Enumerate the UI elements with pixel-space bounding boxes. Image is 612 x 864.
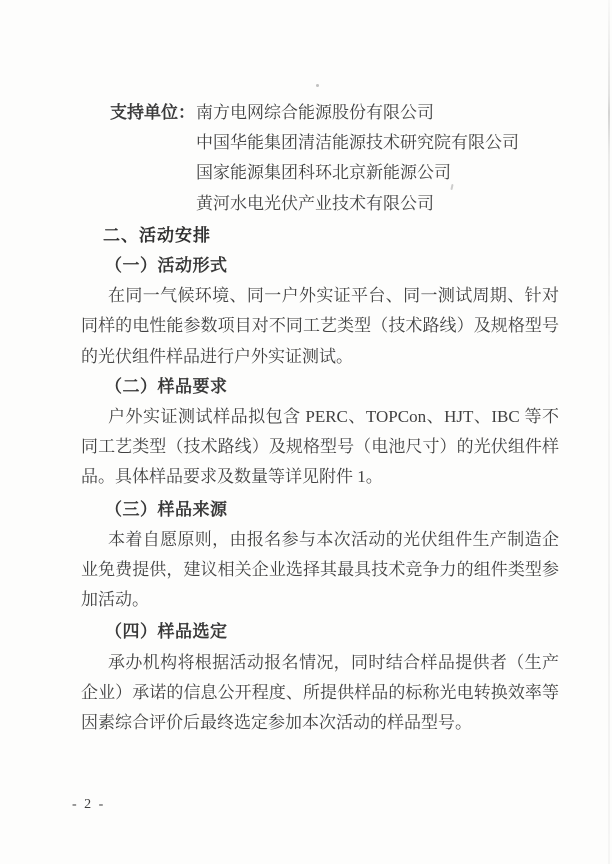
supporter-company: 黄河水电光伏产业技术有限公司 — [196, 193, 434, 213]
supporters-block — [81, 98, 559, 219]
page-number: - 2 - — [72, 797, 106, 812]
scan-edge-shadow — [608, 0, 610, 864]
supporter-company: 国家能源集团科环北京新能源公司 — [196, 163, 451, 183]
document-content — [81, 98, 559, 738]
subsection-heading-sample-selection: （四）样品选定 — [105, 622, 228, 642]
supporters-label: 支持单位： — [110, 103, 195, 122]
subsection-heading-activity-form: （一）活动形式 — [105, 256, 228, 276]
paragraph-sample-requirements: 户外实证测试样品拟包含 PERC、TOPCon、HJT、IBC 等不同工艺类型（技术路线）及规格型号（电池尺寸）的光伏组件样品。具体样品要求及数量等详见附件 1。 — [81, 407, 559, 487]
paragraph-sample-selection: 承办机构将根据活动报名情况，同时结合样品提供者（生产企业）承诺的信息公开程度、所提供样品的标称光电转换效率等因素综合评价后最终选定参加本次活动的样品型号。 — [81, 652, 559, 733]
supporter-company: 南方电网综合能源股份有限公司 — [196, 103, 434, 122]
supporter-company: 中国华能集团清洁能源技术研究院有限公司 — [196, 133, 519, 153]
scan-artifact-dot — [316, 84, 319, 87]
subsection-heading-sample-source: （三）样品来源 — [105, 499, 228, 519]
paragraph-activity-form: 在同一气候环境、同一户外实证平台、同一测试周期、针对同样的电性能参数项目对不同工艺类型（技术路线）及规格型号的光伏组件样品进行户外实证测试。 — [81, 286, 559, 366]
paragraph-sample-source: 本着自愿原则，由报名参与本次活动的光伏组件生产制造企业免费提供，建议相关企业选择其最具技术竞争力的组件类型参加活动。 — [81, 529, 559, 610]
subsection-heading-sample-requirements: （二）样品要求 — [105, 376, 228, 396]
section-title: 二、活动安排 — [103, 225, 211, 245]
supporters-list — [196, 98, 559, 219]
